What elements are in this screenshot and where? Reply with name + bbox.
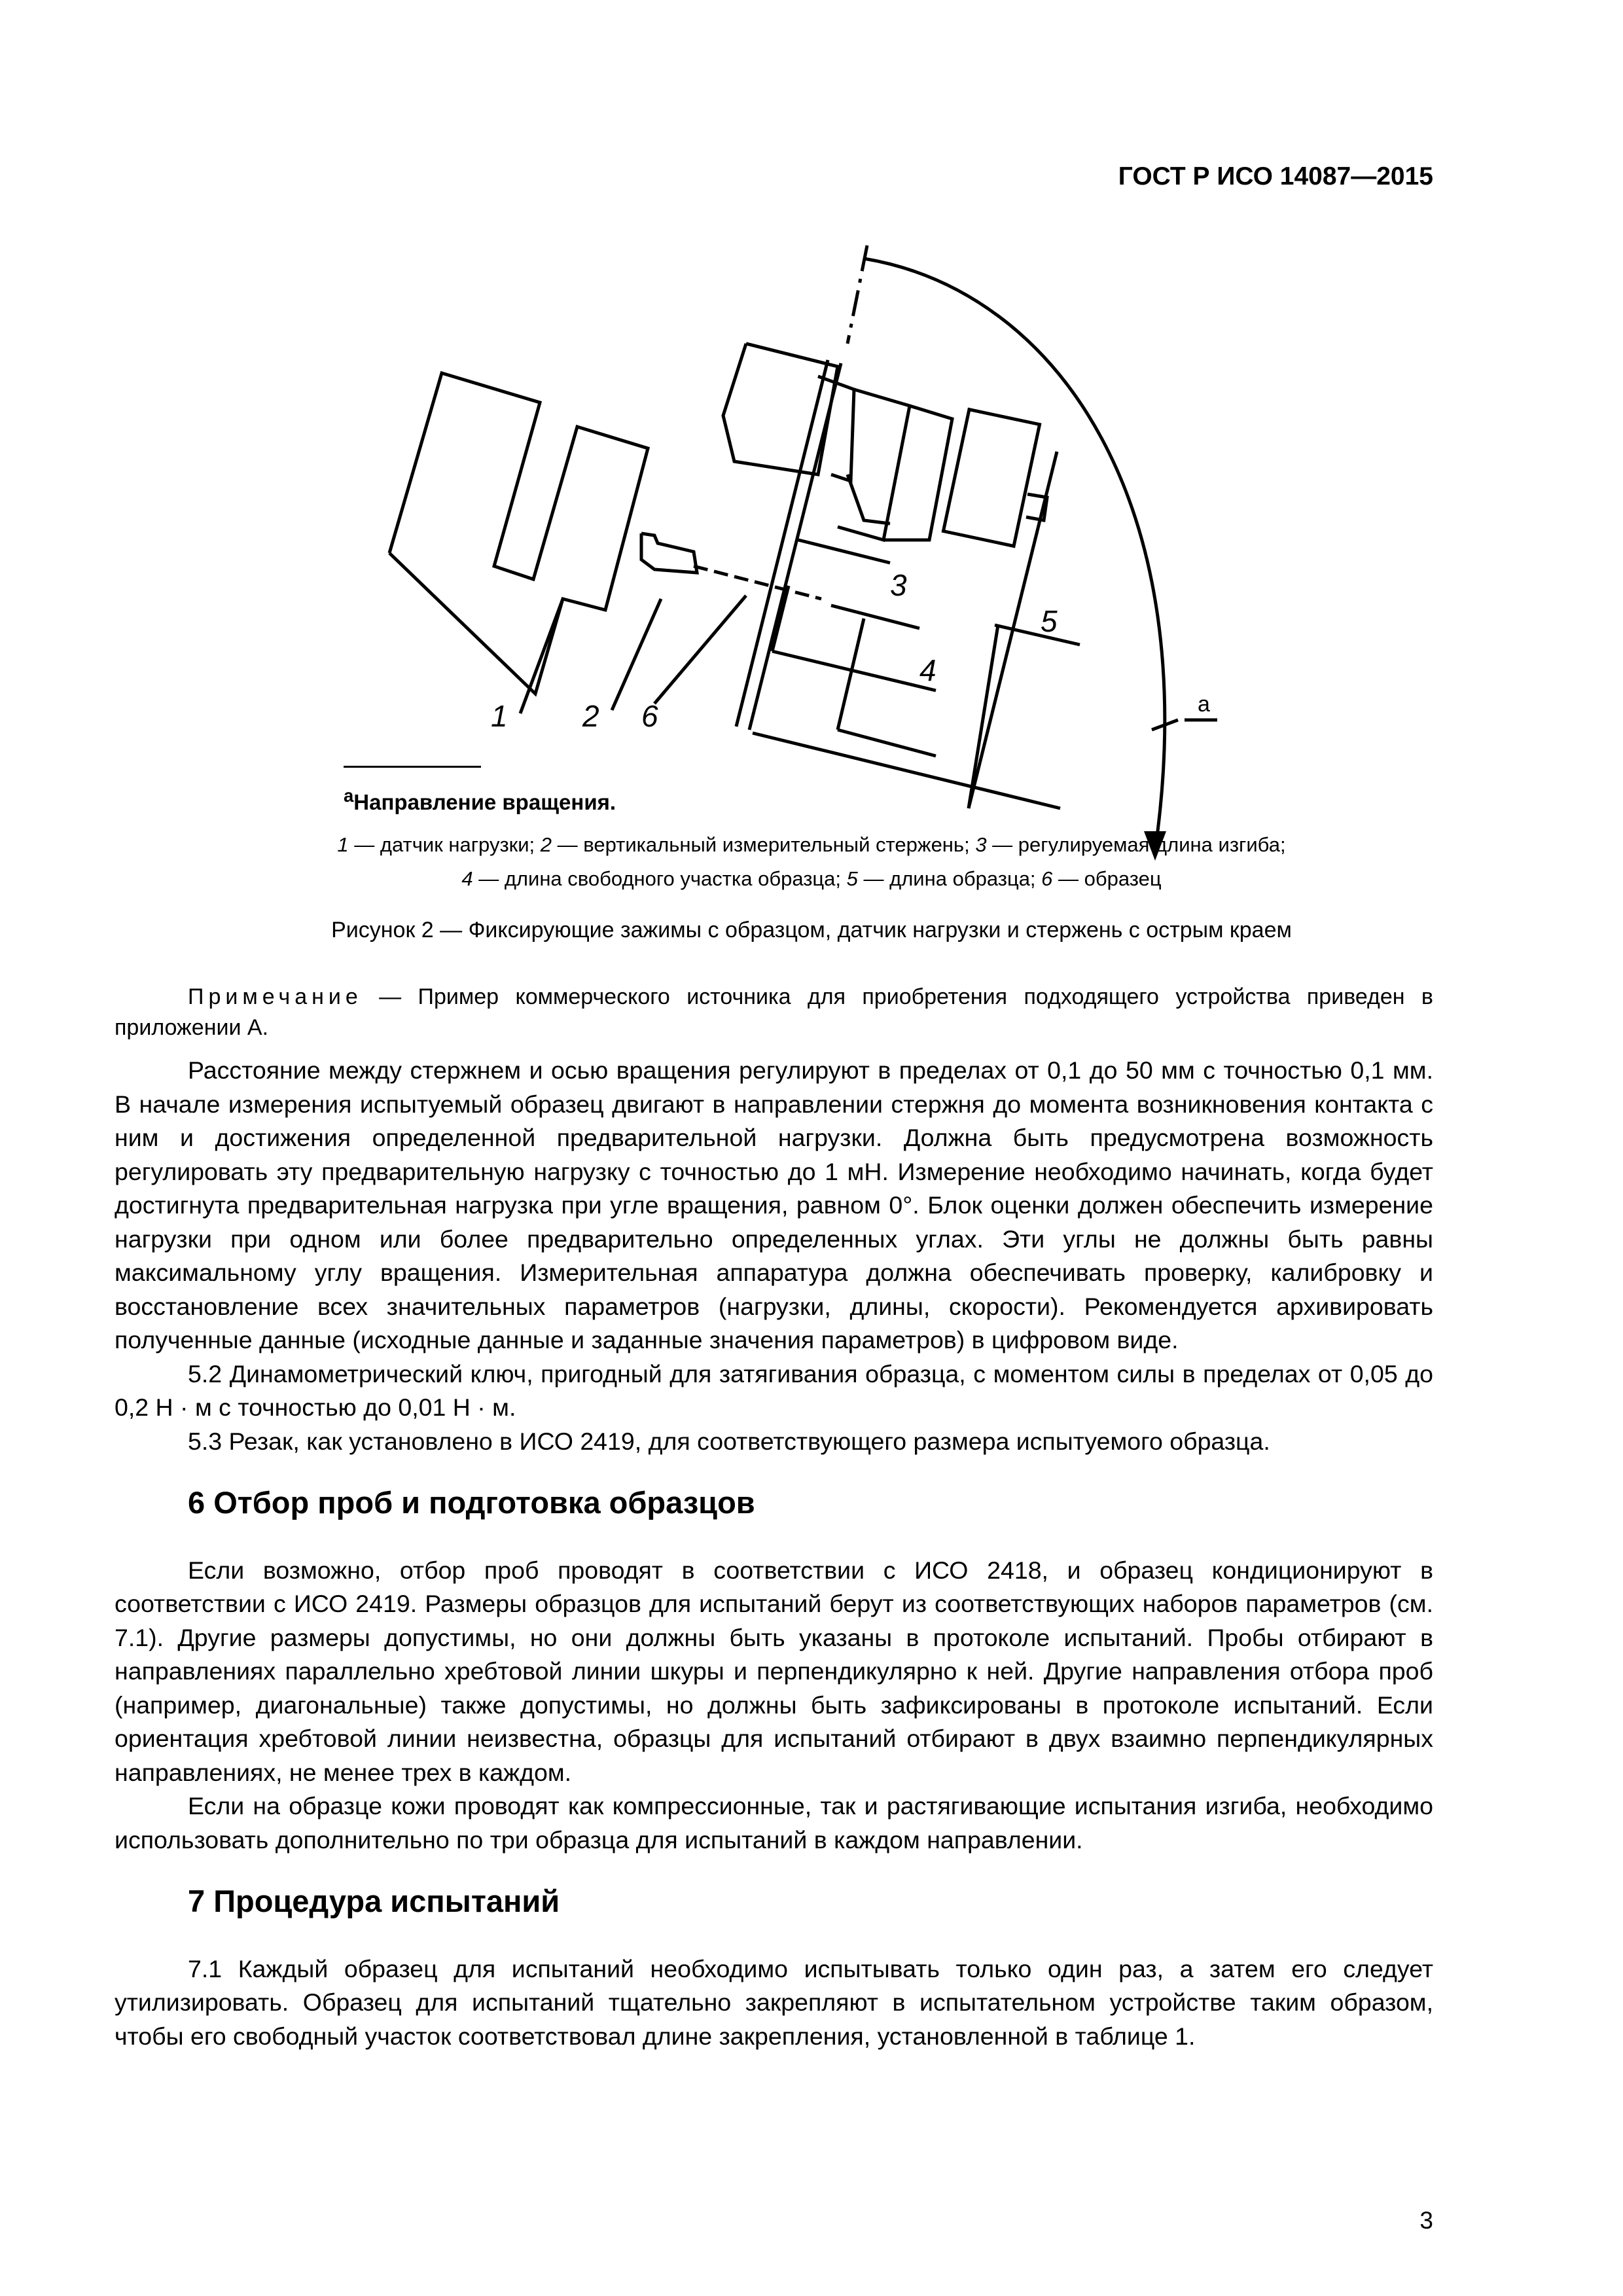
label-3: 3 <box>890 568 907 602</box>
note-text: — Пример коммерческого источника для приобретения подходящего устройства приведен в приложении А. <box>115 984 1433 1040</box>
paragraph: Расстояние между стержнем и осью вращения регулируют в пределах от 0,1 до 50 мм с точностью 0,1 мм. В начале измерения испытуемый образец двигают в направлении стержня до момента возникновения контакта с ним и достижения определенной предварительной нагрузки. Должна быть предусмотрена возможность регулировать эту предварительную нагрузку с точностью до 1 мН. Измерение необходимо начинать, когда будет достигнута предварительная нагрузка при угле вращения, равном 0°. Блок оценки должен обеспечить измерение нагрузки при одном или более предварительно определенных углах. Эти углы не должны быть равны максимальному углу вращения. Измерительная аппаратура должна обеспечивать проверку, калибровку и восстановление всех значительных параметров (нагрузки, длины, скорости). Рекомендуется архивировать полученные данные (исходные данные и заданные значения параметров) в цифровом виде. <box>115 1056 1433 1354</box>
footnote-text: Направление вращения. <box>353 790 616 814</box>
label-4: 4 <box>919 653 936 687</box>
page-number: 3 <box>1419 2207 1433 2234</box>
legend-num: 3 <box>975 833 987 856</box>
legend-text: — образец <box>1052 867 1162 890</box>
note-label: Примечание <box>188 984 363 1009</box>
paragraph: Если на образце кожи проводят как компрессионные, так и растягивающие испытания изгиба, необходимо использовать дополнительно по три образца для испытаний в каждом направлении. <box>115 1792 1433 1854</box>
footnote-rule <box>344 766 481 768</box>
figure-footnote <box>344 785 616 815</box>
legend-line-1 <box>190 828 1433 862</box>
figure-legend <box>190 828 1433 896</box>
legend-num: 4 <box>461 867 473 890</box>
footnote-marker: a <box>344 785 354 806</box>
document-header: ГОСТ Р ИСО 14087—2015 <box>1118 162 1433 190</box>
paragraph: 5.3 Резак, как установлено в ИСО 2419, для соответствующего размера испытуемого образца. <box>188 1427 1270 1455</box>
legend-num: 5 <box>846 867 858 890</box>
label-6: 6 <box>641 699 658 733</box>
note <box>115 982 1433 1043</box>
load-sensor-shape <box>389 373 648 694</box>
body-text <box>115 982 1433 2053</box>
label-a: a <box>1198 692 1210 717</box>
legend-text: — регулируемая длина изгиба; <box>986 833 1286 856</box>
label-1: 1 <box>491 699 508 733</box>
paragraph: Если возможно, отбор проб проводят в соответствии с ИСО 2418, и образец кондиционируют в соответствии с ИСО 2419. Размеры образцов для испытаний берут из соответствующих наборов параметров (см. 7.1). Другие размеры допустимы, но они должны быть указаны в протоколе испытаний. Пробы отбирают в направлениях параллельно хребтовой линии шкуры и перпендикулярно к ней. Другие направления отбора проб (например, диагональные) также допустимы, но должны быть зафиксированы в протоколе испытаний. Если ориентация хребтовой линии неизвестна, образцы для испытаний отбирают в двух взаимно перпендикулярных направлениях, не менее трех в каждом. <box>115 1556 1433 1786</box>
legend-num: 1 <box>337 833 349 856</box>
section-6-title: 6 Отбор проб и подготовка образцов <box>188 1485 755 1520</box>
legend-text: — длина свободного участка образца; <box>473 867 847 890</box>
figure-caption: Рисунок 2 — Фиксирующие зажимы с образцом, датчик нагрузки и стержень с острым краем <box>331 918 1292 942</box>
legend-text: — датчик нагрузки; <box>348 833 541 856</box>
legend-num: 2 <box>540 833 552 856</box>
label-2: 2 <box>582 699 599 733</box>
legend-line-2 <box>190 862 1433 896</box>
legend-num: 6 <box>1041 867 1053 890</box>
section-7-title: 7 Процедура испытаний <box>188 1884 560 1918</box>
paragraph: 5.2 Динамометрический ключ, пригодный для затягивания образца, с моментом силы в пределах от 0,05 до 0,2 Н · м с точностью до 0,01 Н · м. <box>115 1359 1433 1421</box>
legend-text: — вертикальный измерительный стержень; <box>552 833 976 856</box>
paragraph: 7.1 Каждый образец для испытаний необходимо испытывать только один раз, а затем его следует утилизировать. Образец для испытаний тщательно закрепляют в испытательном устройстве таким образом, чтобы его свободный участок соответствовал длине закрепления, установленной в таблице 1. <box>115 1954 1433 2050</box>
connector-shape <box>641 533 697 573</box>
clamp-body <box>723 344 838 475</box>
label-5: 5 <box>1041 604 1058 638</box>
rotation-arc <box>864 259 1165 851</box>
legend-text: — длина образца; <box>857 867 1042 890</box>
